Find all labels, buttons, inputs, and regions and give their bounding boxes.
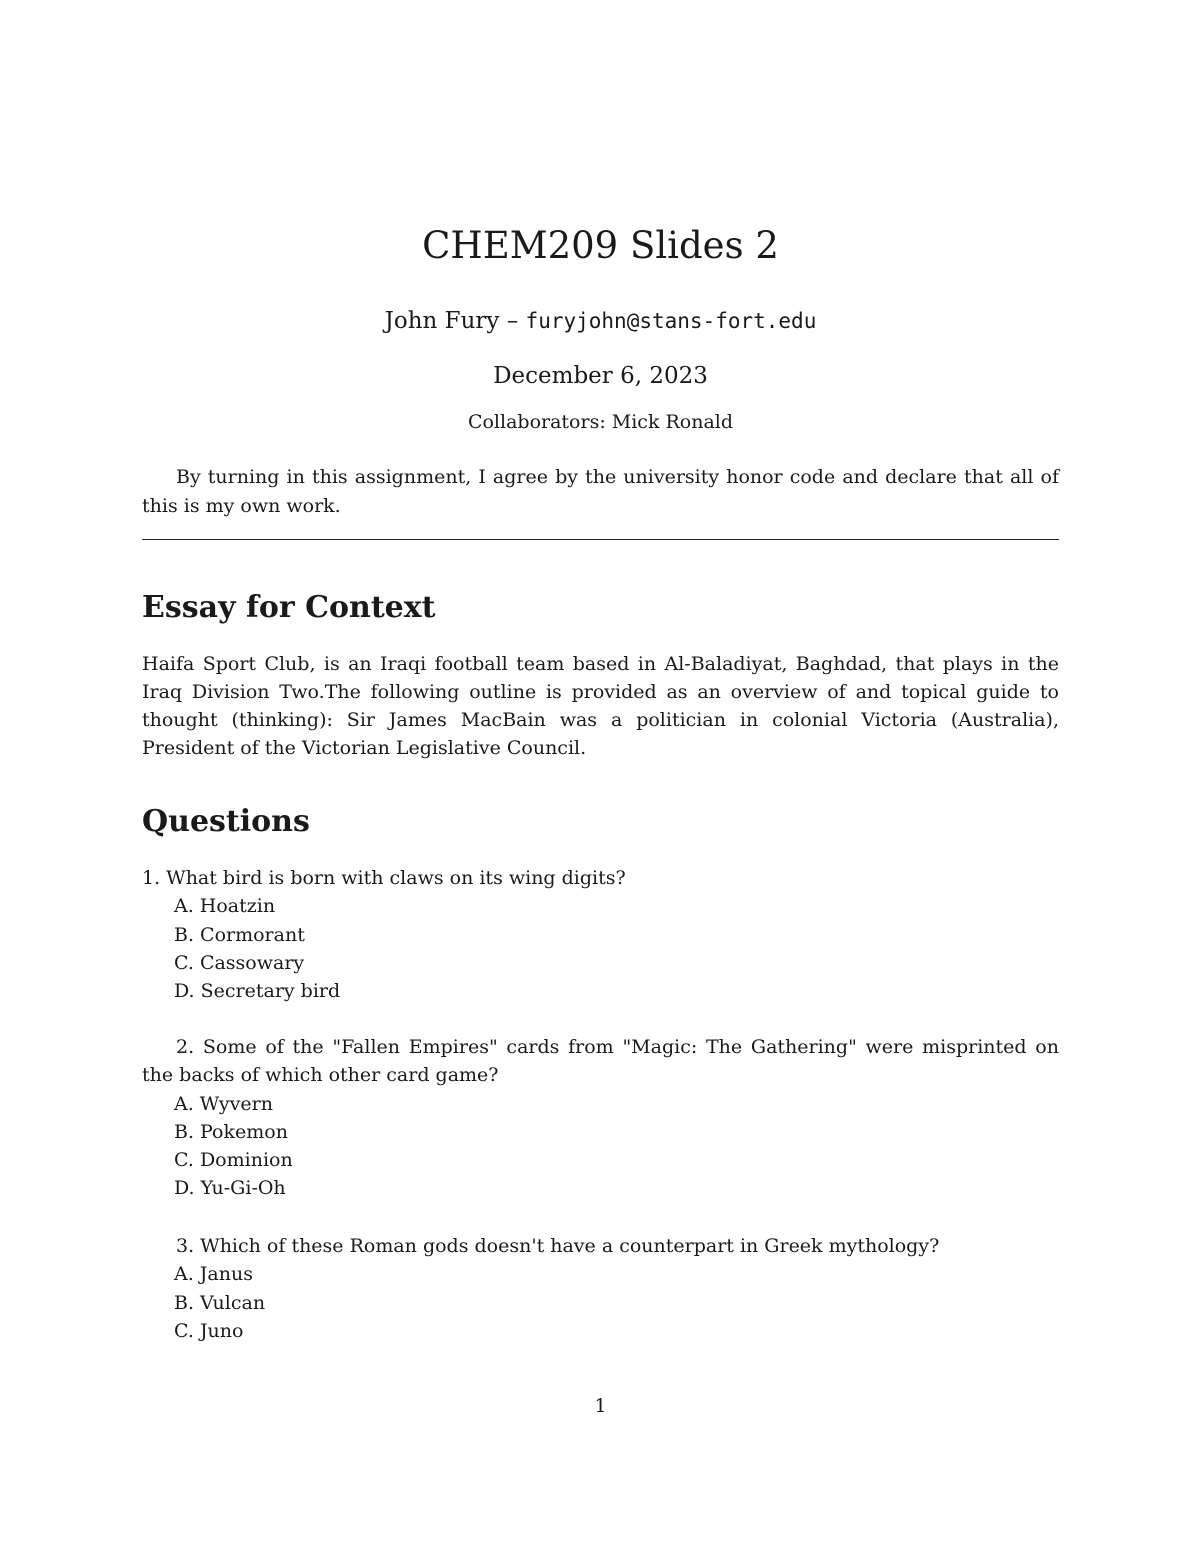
answer-options (142, 1260, 1059, 1345)
author-email: furyjohn@stans-fort.edu (525, 309, 817, 333)
question-text: 3. Which of these Roman gods doesn't have a counterpart in Greek mythology? (176, 1235, 940, 1257)
question-3 (142, 1232, 1059, 1345)
author-line (142, 305, 1059, 337)
answer-option: D. Secretary bird (174, 980, 341, 1003)
question-text: 2. Some of the "Fallen Empires" cards from "Magic: The Gathering" were misprinted on the backs of which other card game? (142, 1036, 1059, 1087)
answer-option: D. Yu-Gi-Oh (174, 1177, 286, 1200)
page-number: 1 (594, 1395, 607, 1417)
answer-option: C. Cassowary (174, 951, 305, 974)
document-date: December 6, 2023 (493, 363, 708, 389)
answer-options (142, 1090, 1059, 1203)
essay-body: Haifa Sport Club, is an Iraqi football team based in Al-Baladiyat, Baghdad, that plays in the Iraq Division Two.The following outline is provided as an overview of and topical guide to thought (thinking): Sir James MacBain was a politician in colonial Victoria (Australia), President of the Victorian Legislative Council. (142, 653, 1059, 759)
question-2 (142, 1033, 1059, 1203)
answer-option: A. Wyvern (174, 1092, 273, 1115)
document-title: CHEM209 Slides 2 (422, 224, 779, 267)
essay-heading: Essay for Context (142, 590, 436, 625)
answer-option: A. Janus (174, 1263, 253, 1286)
honor-statement: By turning in this assignment, I agree by the university honor code and declare that all of this is my own work. (142, 466, 1059, 517)
answer-options (142, 892, 1059, 1005)
author-name: John Fury (384, 308, 500, 334)
answer-option: A. Hoatzin (174, 895, 276, 918)
document-page (142, 0, 1059, 1553)
author-separator: – (499, 308, 526, 334)
question-text: 1. What bird is born with claws on its wing digits? (142, 867, 626, 889)
answer-option: C. Juno (174, 1319, 244, 1342)
answer-option: B. Pokemon (174, 1120, 288, 1143)
answer-option: B. Cormorant (174, 923, 305, 946)
questions-heading: Questions (142, 804, 310, 839)
question-1 (142, 864, 1059, 1005)
answer-option: C. Dominion (174, 1149, 293, 1172)
answer-option: B. Vulcan (174, 1291, 266, 1314)
collaborators: Collaborators: Mick Ronald (467, 411, 734, 433)
horizontal-divider (142, 539, 1059, 540)
